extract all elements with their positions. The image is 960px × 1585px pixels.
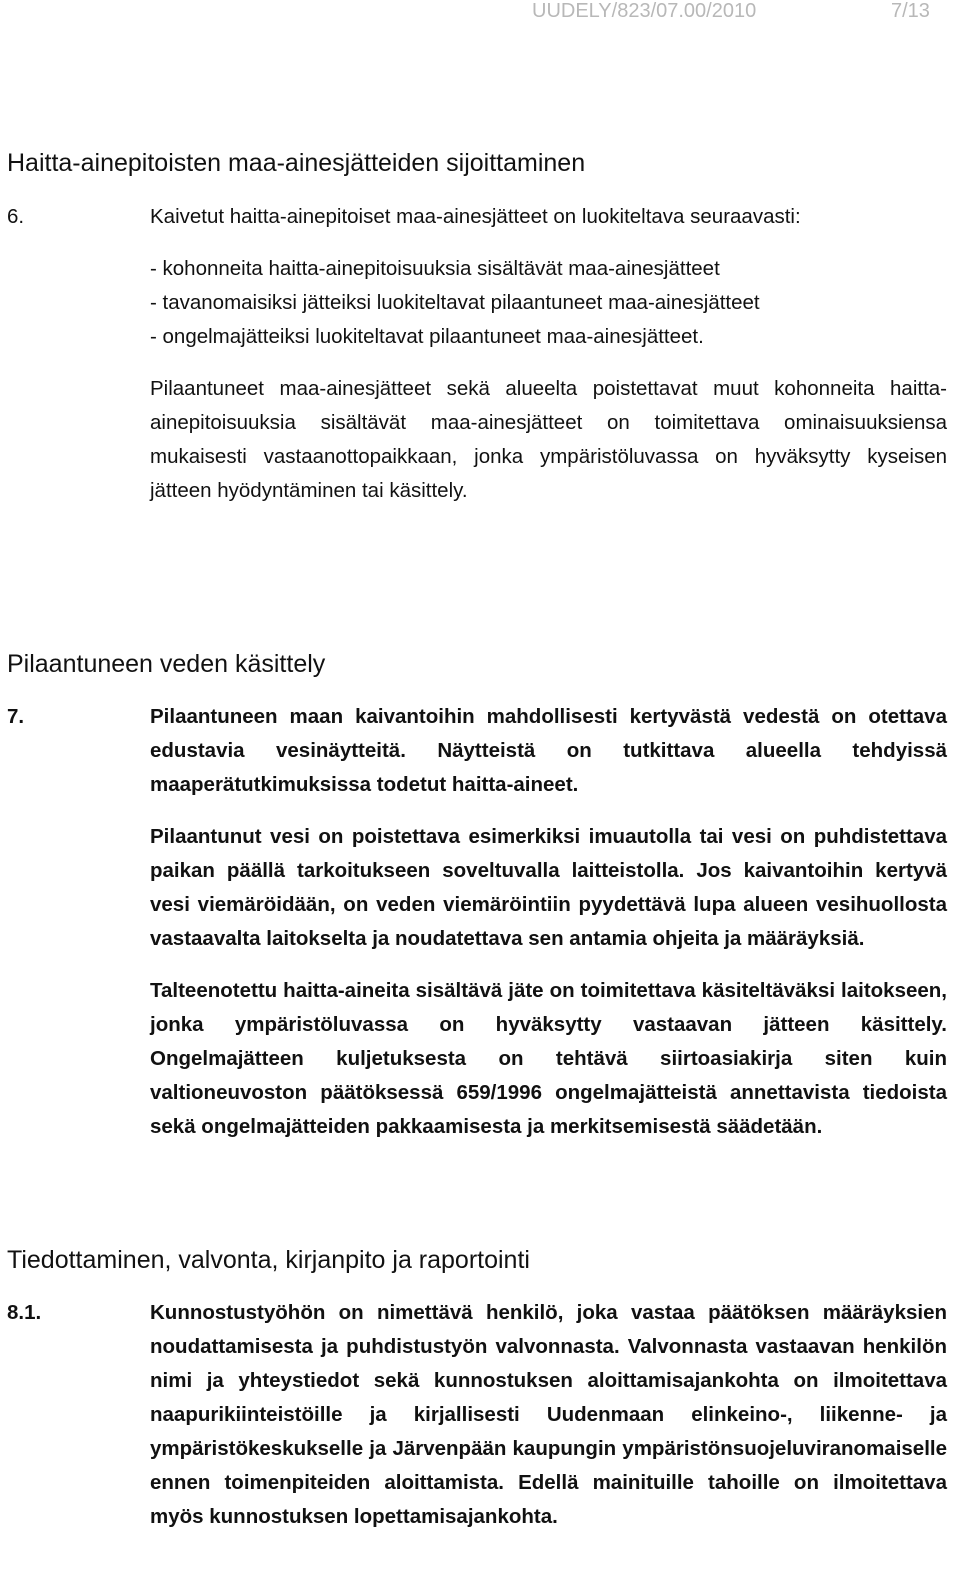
provision-intro: Kaivetut haitta-ainepitoiset maa-ainesjätteet on luokiteltava seuraavasti: [150, 205, 801, 228]
provision-body [150, 700, 947, 1144]
section-title-water: Pilaantuneen veden käsittely [7, 650, 326, 678]
document-reference: UUDELY/823/07.00/2010 [532, 0, 757, 22]
provision-number: 6. [7, 205, 25, 228]
page-header [0, 0, 960, 24]
section-title-disposal: Haitta-ainepitoisten maa-ainesjätteiden sijoittaminen [7, 149, 586, 177]
provision-paragraph: Talteenotettu haitta-aineita sisältävä jäte on toimitettava käsiteltäväksi laitokseen, jonka ympäristöluvassa on hyväksytty vastaavan jätteen käsittely. Ongelmajätteen kuljetuksesta on tehtävä siirtoasiakirja siten kuin valtioneuvoston päätöksessä 659/1996 ongelmajätteistä annettavista tiedoista sekä ongelmajätteiden pakkaamisesta ja merkitsemisestä säädetään. [150, 979, 947, 1138]
section-title-reporting: Tiedottaminen, valvonta, kirjanpito ja raportointi [7, 1246, 530, 1274]
classification-item: - tavanomaisiksi jätteiksi luokiteltavat pilaantuneet maa-ainesjätteet [150, 291, 760, 314]
provision-number: 7. [7, 705, 25, 728]
provision-number: 8.1. [7, 1301, 42, 1324]
page-number: 7/13 [891, 0, 930, 22]
provision-paragraph: Pilaantunut vesi on poistettava esimerkiksi imuautolla tai vesi on puhdistettava paikan päällä tarkoitukseen soveltuvalla laitteistolla. Jos kaivantoihin kertyvä vesi viemäröidään, on veden viemäröintiin pyydettävä lupa alueen vesihuollosta vastaavalta laitokselta ja noudatettava sen antamia ohjeita ja määräyksiä. [150, 825, 947, 950]
provision-paragraph: Pilaantuneen maan kaivantoihin mahdollisesti kertyvästä vedestä on otettava edustavia vesinäytteitä. Näytteistä on tutkittava alueella tehdyissä maaperätutkimuksissa todetut haitta-aineet. [150, 705, 947, 796]
classification-item: - kohonneita haitta-ainepitoisuuksia sisältävät maa-ainesjätteet [150, 257, 720, 280]
provision-body [150, 200, 947, 508]
provision-paragraph: Kunnostustyöhön on nimettävä henkilö, joka vastaa päätöksen määräyksien noudattamisesta ja puhdistustyön valvonnasta. Valvonnasta vastaavan henkilön nimi ja yhteystiedot sekä kunnostuksen aloittamisajankohta on ilmoitettava naapurikiinteistöille ja kirjallisesti Uudenmaan elinkeino-, liikenne- ja ympäristökeskukselle ja Järvenpään kaupungin ympäristönsuojeluviranomaiselle ennen toimenpiteiden aloittamista. Edellä mainituille tahoille on ilmoitettava myös kunnostuksen lopettamisajankohta. [150, 1301, 947, 1528]
provision-paragraph: Pilaantuneet maa-ainesjätteet sekä alueelta poistettavat muut kohonneita haitta-ainepitoisuuksia sisältävät maa-ainesjätteet on toimitettava ominaisuuksiensa mukaisesti vastaanottopaikkaan, jonka ympäristöluvassa on hyväksytty kyseisen jätteen hyödyntäminen tai käsittely. [150, 377, 947, 502]
classification-item: - ongelmajätteiksi luokiteltavat pilaantuneet maa-ainesjätteet. [150, 325, 704, 348]
provision-body [150, 1296, 947, 1534]
